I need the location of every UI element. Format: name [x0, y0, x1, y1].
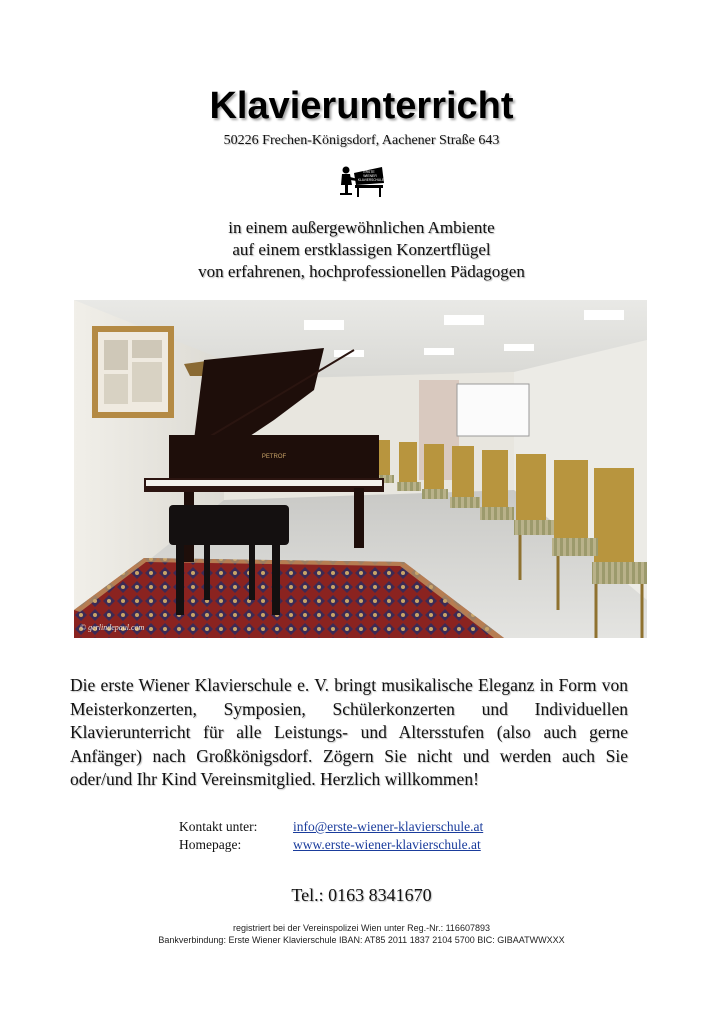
- piano-brand: PETROF: [261, 454, 287, 460]
- tagline-line-1: in einem außergewöhnlichen Ambiente: [228, 218, 495, 237]
- logo-text-line-1: ERSTE: [363, 170, 375, 174]
- homepage-link[interactable]: www.erste-wiener-klavierschule.at: [293, 837, 481, 852]
- email-link[interactable]: info@erste-wiener-klavierschule.at: [293, 819, 484, 834]
- page-title: Klavierunterricht: [209, 85, 514, 127]
- tagline: [0, 217, 723, 283]
- address: 50226 Frechen-Königsdorf, Aachener Straße 643: [223, 133, 500, 148]
- school-logo: [334, 163, 386, 199]
- phone-number: Tel.: 0163 8341670: [291, 885, 432, 905]
- email-label: Kontakt unter:: [179, 819, 258, 834]
- logo-text-line-3: KLAVIERSCHULE: [357, 178, 385, 182]
- registry-note: registriert bei der Vereinspolizei Wien unter Reg.-Nr.: 116607893: [233, 923, 490, 933]
- logo-text-line-2: WIENER: [363, 174, 377, 178]
- homepage-label: Homepage:: [179, 837, 242, 852]
- tagline-line-2: auf einem erstklassigen Konzertflügel: [232, 240, 491, 259]
- tagline-line-3: von erfahrenen, hochprofessionellen Pädagogen: [198, 262, 525, 281]
- concert-hall-photo: [74, 300, 647, 638]
- contact-block: [179, 818, 483, 854]
- photo-watermark: © gerlindepaul.com: [80, 623, 145, 632]
- description-paragraph: Die erste Wiener Klavierschule e. V. bringt musikalische Eleganz in Form von Meisterkonzerten, Symposien, Schülerkonzerten und Individuellen Klavierunterricht für alle Leistungs- und Altersstufen (also auch gerne Anfänger) nach Großkönigsdorf. Zögern Sie nicht und werden auch Sie oder/und Ihr Kind Vereinsmitglied. Herzlich willkommen!: [70, 675, 628, 789]
- bank-details: Bankverbindung: Erste Wiener Klavierschule IBAN: AT85 2011 1837 2104 5700 BIC: GIBAATWWXXX: [158, 935, 565, 945]
